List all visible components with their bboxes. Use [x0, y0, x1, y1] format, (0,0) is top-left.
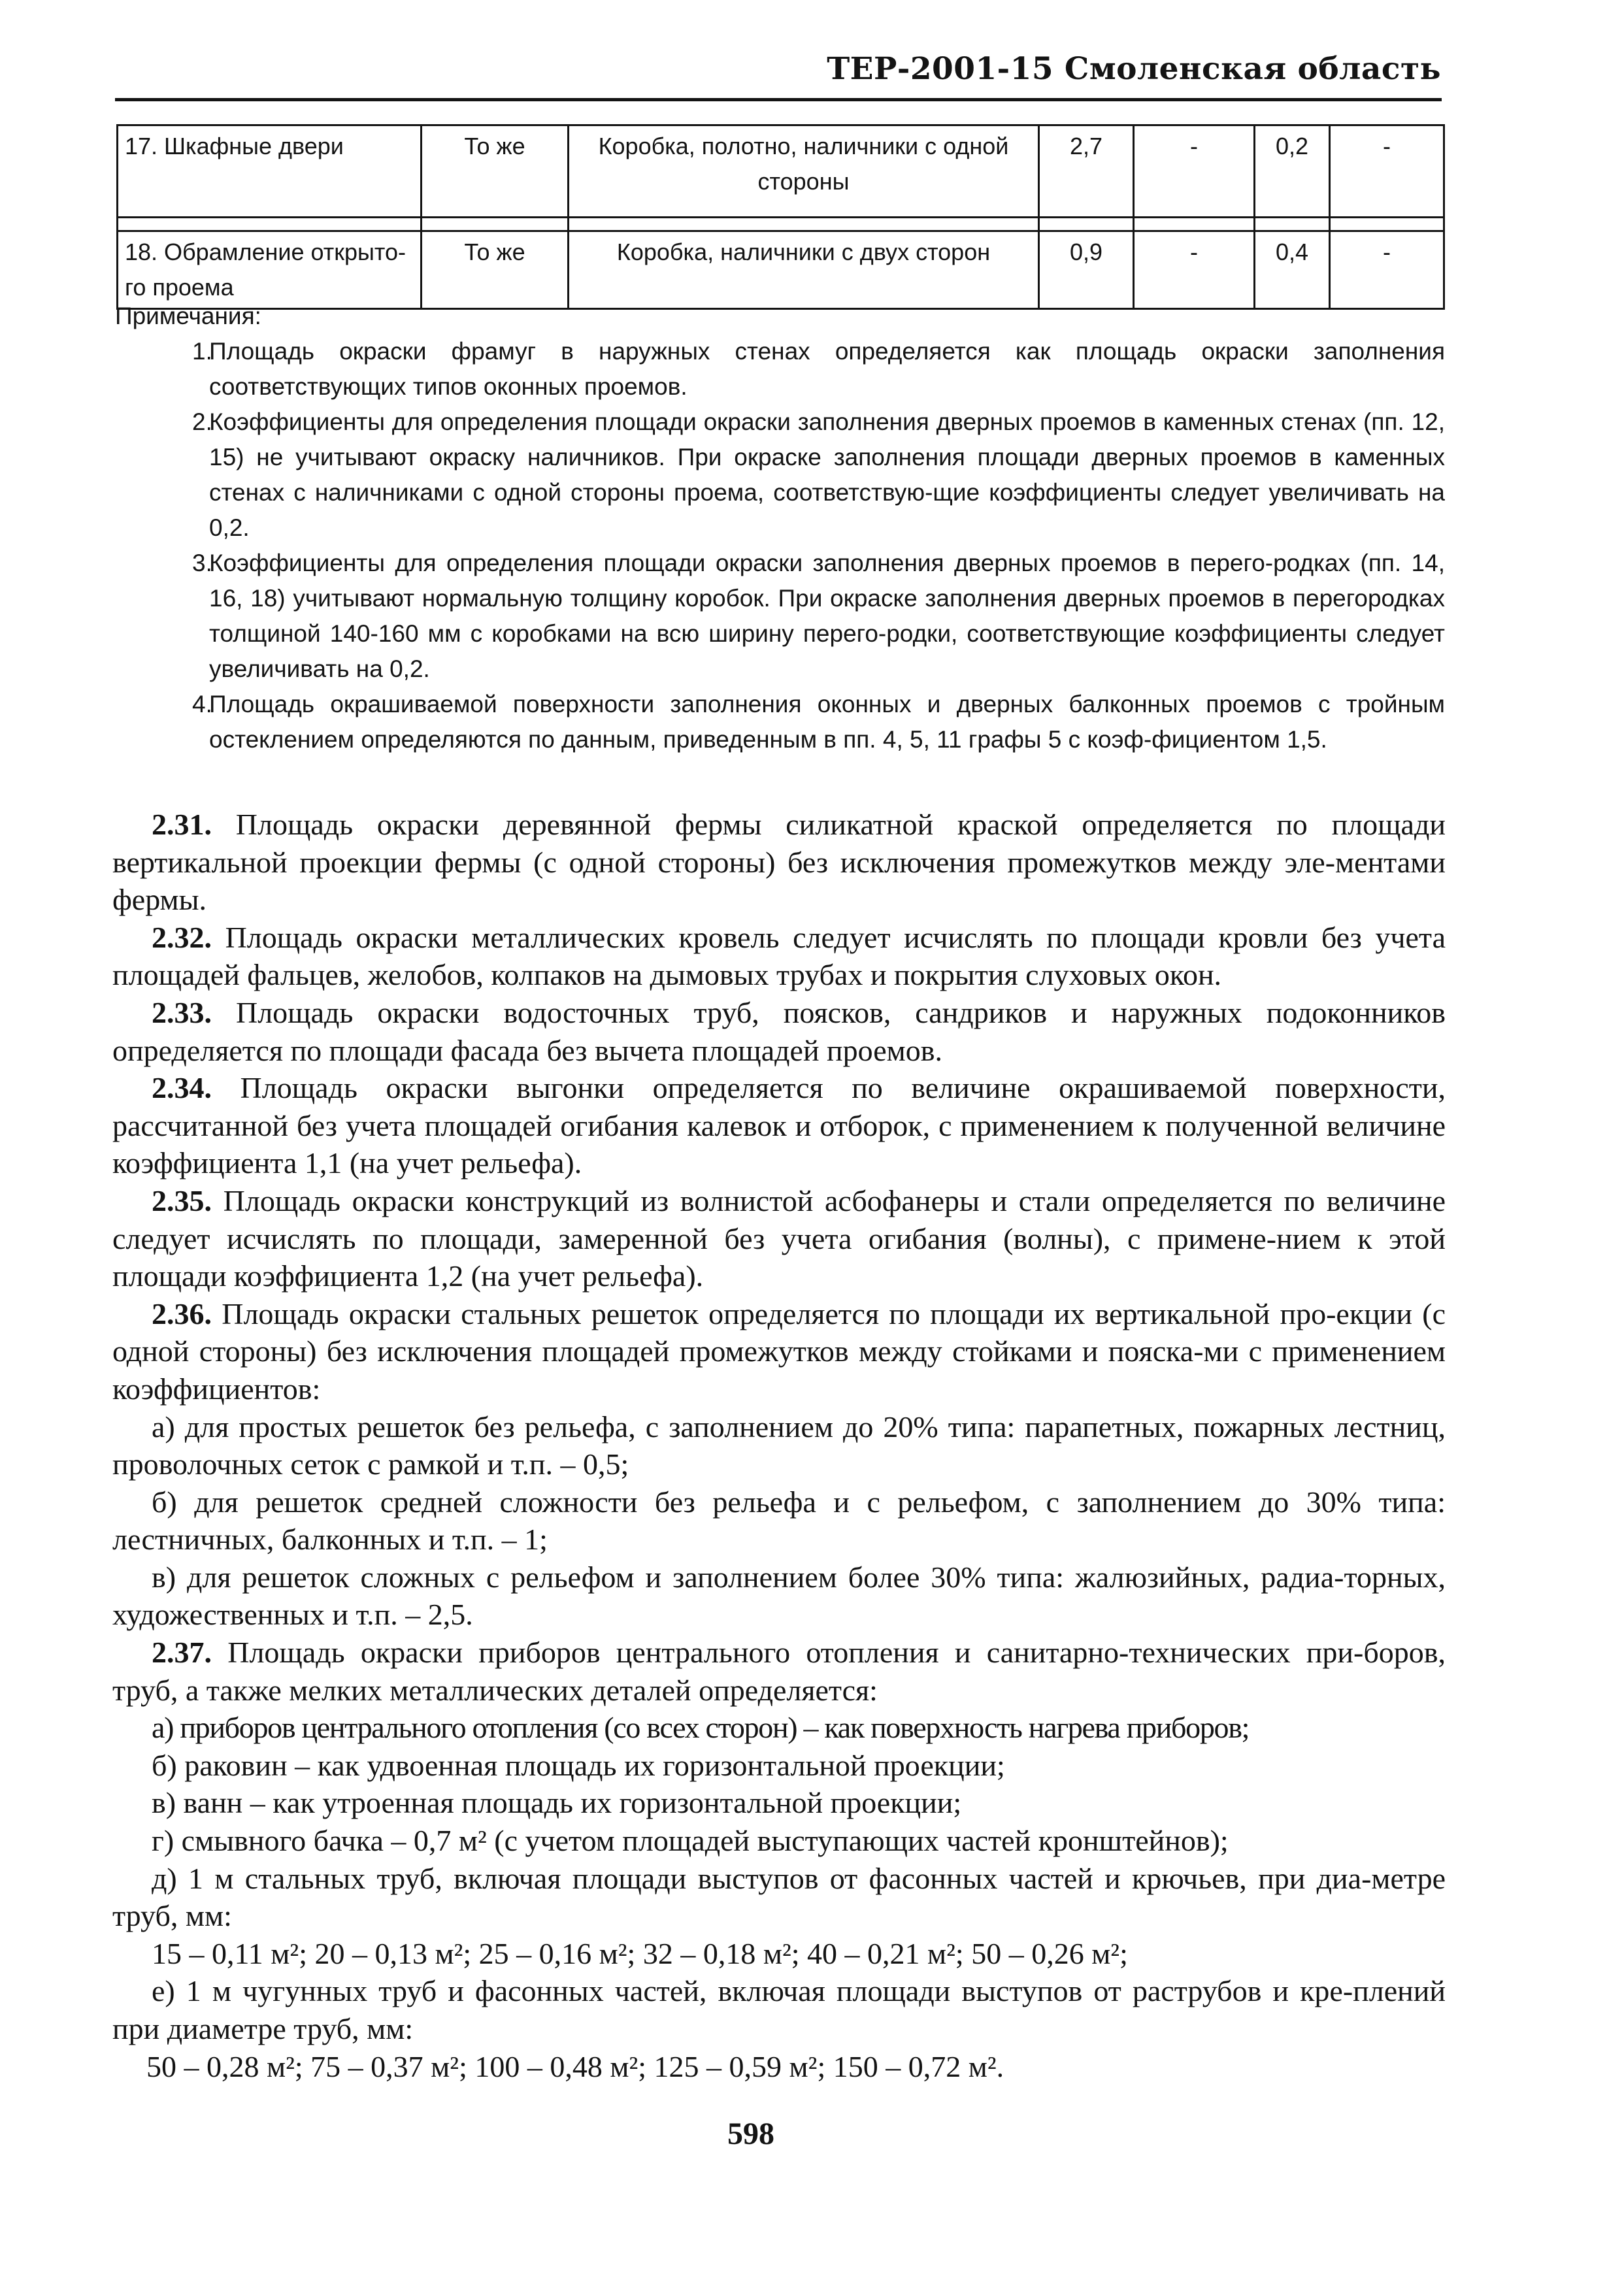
table-cell-desc: Коробка, полотно, наличники с одной стороны [569, 125, 1039, 218]
main-text [112, 806, 1446, 2085]
paragraph-number: 2.33. [152, 995, 212, 1029]
paragraph-text: Площадь окраски деревянной фермы силикатной краской определяется по площади вертикальной проекции фермы (с одной стороны) без исключения промежутков между эле-ментами фермы. [112, 808, 1446, 917]
table-cell-value: - [1134, 125, 1255, 218]
table-cell-value: 0,2 [1255, 125, 1330, 218]
list-item: д) 1 м стальных труб, включая площади выступов от фасонных частей и крючьев, при диа-метре труб, мм: [112, 1861, 1446, 1933]
formula-line: 15 – 0,11 м²; 20 – 0,13 м²; 25 – 0,16 м²; 32 – 0,18 м²; 40 – 0,21 м²; 50 – 0,26 м²; [152, 1936, 1128, 1970]
paragraph-2-32 [112, 919, 1446, 994]
note-text: Площадь окраски фрамуг в наружных стенах определяется как площадь окраски заполнения соответствующих типов оконных проемов. [209, 338, 1445, 400]
note-number: 1. [192, 338, 212, 365]
note-text: Коэффициенты для определения площади окраски заполнения дверных проемов в перего-родках (пп. 14, 16, 18) учитывают нормальную толщину коробок. При окраске заполнения дверных проемов в перегородках толщиной 140-160 мм с коробками на всю ширину перего-родки, соответствующие коэффициенты следует увеличивать на 0,2. [209, 550, 1445, 682]
paragraph-2-33 [112, 994, 1446, 1069]
note-number: 2. [192, 408, 212, 435]
table-cell-same: То же [422, 231, 569, 309]
paragraph-number: 2.34. [152, 1071, 212, 1105]
list-item: а) приборов центрального отопления (со всех сторон) – как поверхность нагрева приборов; [152, 1711, 1250, 1745]
paragraph-number: 2.31. [152, 808, 212, 841]
note-number: 3. [192, 550, 212, 576]
coefficients-table [116, 124, 1445, 310]
notes-title: Примечания: [115, 303, 261, 329]
paragraph-text: Площадь окраски металлических кровель следует исчислять по площади кровли без учета площадей фальцев, желобов, колпаков на дымовых трубах и покрытия слуховых окон. [112, 920, 1446, 992]
header-rule [115, 98, 1442, 101]
document-header: ТЕР-2001-15 Смоленская область [827, 51, 1441, 87]
list-item: б) для решеток средней сложности без рельефа и с рельефом, с заполнением до 30% типа: лестничных, балконных и т.п. – 1; [112, 1485, 1446, 1557]
note-number: 4. [192, 691, 212, 718]
note-item [115, 334, 1445, 404]
table-cell-desc: Коробка, наличники с двух сторон [569, 231, 1039, 309]
table-cell-name: 17. Шкафные двери [118, 125, 422, 218]
list-item: г) смывного бачка – 0,7 м² (с учетом площадей выступающих частей кронштейнов); [152, 1824, 1229, 1858]
paragraph-number: 2.37. [152, 1636, 212, 1670]
paragraph-text: Площадь окраски водосточных труб, поясков, сандриков и наружных подоконников определяется по площади фасада без вычета площадей проемов. [112, 995, 1446, 1067]
note-text: Коэффициенты для определения площади окраски заполнения дверных проемов в каменных стенах (пп. 12, 15) не учитывают окраску наличников. При окраске заполнения площади дверных проемов в каменных стенах с наличниками с одной стороны проема, соответствую-щие коэффициенты следует увеличивать на 0,2. [209, 408, 1445, 541]
paragraph-2-37 [112, 1634, 1446, 1709]
paragraph-text: Площадь окраски выгонки определяется по величине окрашиваемой поверхности, рассчитанной без учета площадей огибания калевок и отборок, с применением к полученной величине коэффициента 1,1 (на учет рельефа). [112, 1071, 1446, 1180]
page-number: 598 [727, 2117, 774, 2151]
paragraph-number: 2.35. [152, 1183, 212, 1217]
paragraph-text: Площадь окраски стальных решеток определяется по площади их вертикальной про-екции (с одной стороны) без исключения площадей промежутков между стойками и пояска-ми с применением коэффициентов: [112, 1296, 1446, 1406]
list-item: в) для решеток сложных с рельефом и заполнением более 30% типа: жалюзийных, радиа-торных, художественных и т.п. – 2,5. [112, 1560, 1446, 1632]
paragraph-number: 2.32. [152, 920, 212, 954]
table-cell-value: 0,9 [1039, 231, 1134, 309]
table-cell-value: 2,7 [1039, 125, 1134, 218]
table-cell-value: - [1330, 125, 1444, 218]
note-item [115, 546, 1445, 687]
paragraph-2-35 [112, 1182, 1446, 1295]
table-row-separator [118, 218, 1444, 231]
list-item: е) 1 м чугунных труб и фасонных частей, включая площади выступов от раструбов и кре-плений при диаметре труб, мм: [112, 1974, 1446, 2045]
formula-line: 50 – 0,28 м²; 75 – 0,37 м²; 100 – 0,48 м²; 125 – 0,59 м²; 150 – 0,72 м². [146, 2049, 1004, 2083]
list-item: б) раковин – как удвоенная площадь их горизонтальной проекции; [152, 1748, 1005, 1782]
table-cell-value: - [1330, 231, 1444, 309]
list-item: в) ванн – как утроенная площадь их горизонтальной проекции; [152, 1786, 962, 1820]
paragraph-2-31 [112, 806, 1446, 919]
paragraph-text: Площадь окраски приборов центрального отопления и санитарно-технических при-боров, труб, а также мелких металлических деталей определяется: [112, 1636, 1446, 1707]
list-item: а) для простых решеток без рельефа, с заполнением до 20% типа: парапетных, пожарных лестниц, проволочных сеток с рамкой и т.п. – 0,5; [112, 1410, 1446, 1481]
note-text: Площадь окрашиваемой поверхности заполнения оконных и дверных балконных проемов с тройным остеклением определяются по данным, приведенным в пп. 4, 5, 11 графы 5 с коэф-фициентом 1,5. [209, 691, 1445, 753]
notes-block [115, 299, 1445, 757]
note-item [115, 687, 1445, 757]
table-row [118, 125, 1444, 218]
table-cell-same: То же [422, 125, 569, 218]
table-cell-value: 0,4 [1255, 231, 1330, 309]
table-cell-name: 18. Обрамление открыто-го проема [118, 231, 422, 309]
paragraph-2-36 [112, 1295, 1446, 1408]
note-item [115, 404, 1445, 546]
table-cell-value: - [1134, 231, 1255, 309]
paragraph-number: 2.36. [152, 1296, 212, 1330]
table-row [118, 231, 1444, 309]
paragraph-2-34 [112, 1069, 1446, 1182]
paragraph-text: Площадь окраски конструкций из волнистой асбофанеры и стали определяется по величине следует исчислять по площади, замеренной без учета огибания (волны), с примене-нием к этой площади коэффициента 1,2 (на учет рельефа). [112, 1183, 1446, 1293]
